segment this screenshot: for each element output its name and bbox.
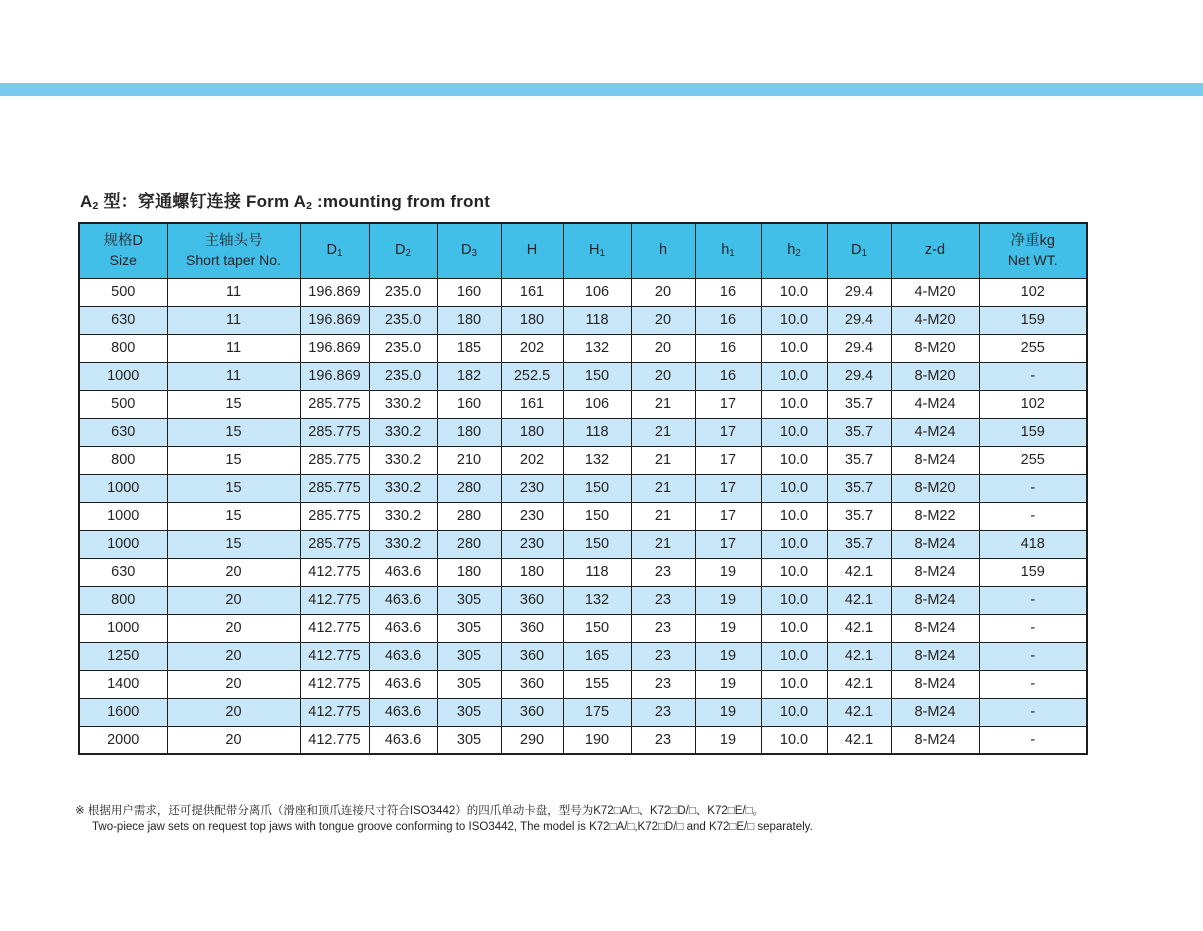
title-part2: 型：穿通螺钉连接 Form A (98, 192, 307, 211)
cell-r4-c3: 330.2 (369, 390, 437, 418)
cell-r12-c3: 463.6 (369, 614, 437, 642)
cell-r0-c10: 29.4 (827, 278, 891, 306)
table-row-15 (79, 698, 1087, 726)
cell-r11-c5: 360 (501, 586, 563, 614)
cell-r2-c5: 202 (501, 334, 563, 362)
cell-r6-c12: 255 (979, 446, 1087, 474)
cell-r2-c9: 10.0 (761, 334, 827, 362)
cell-r3-c11: 8-M20 (891, 362, 979, 390)
header-row (79, 223, 1087, 278)
cell-r5-c2: 285.775 (300, 418, 369, 446)
cell-r14-c9: 10.0 (761, 670, 827, 698)
cell-r1-c3: 235.0 (369, 306, 437, 334)
table-row-12 (79, 614, 1087, 642)
table-row-13 (79, 642, 1087, 670)
cell-r8-c8: 17 (695, 502, 761, 530)
cell-r10-c3: 463.6 (369, 558, 437, 586)
column-header-symbol: D (326, 241, 337, 258)
cell-r7-c11: 8-M20 (891, 474, 979, 502)
cell-r11-c3: 463.6 (369, 586, 437, 614)
cell-r12-c1: 20 (167, 614, 300, 642)
cell-r15-c3: 463.6 (369, 698, 437, 726)
cell-r3-c1: 11 (167, 362, 300, 390)
cell-r14-c0: 1400 (79, 670, 167, 698)
cell-r8-c9: 10.0 (761, 502, 827, 530)
cell-r2-c3: 235.0 (369, 334, 437, 362)
cell-r5-c10: 35.7 (827, 418, 891, 446)
column-header-4 (437, 223, 501, 278)
column-header-symbol: D (851, 241, 862, 258)
cell-r8-c1: 15 (167, 502, 300, 530)
cell-r5-c7: 21 (631, 418, 695, 446)
cell-r16-c2: 412.775 (300, 726, 369, 754)
title-sub2: 2 (306, 199, 313, 212)
cell-r11-c2: 412.775 (300, 586, 369, 614)
cell-r6-c10: 35.7 (827, 446, 891, 474)
column-header-10 (827, 223, 891, 278)
cell-r1-c1: 11 (167, 306, 300, 334)
column-header-symbol: H (526, 241, 538, 258)
cell-r3-c0: 1000 (79, 362, 167, 390)
cell-r14-c4: 305 (437, 670, 501, 698)
column-header-8 (695, 223, 761, 278)
cell-r10-c10: 42.1 (827, 558, 891, 586)
cell-r1-c9: 10.0 (761, 306, 827, 334)
cell-r16-c5: 290 (501, 726, 563, 754)
column-header-zh: 主轴头号 (204, 232, 263, 249)
table-row-4 (79, 390, 1087, 418)
cell-r6-c4: 210 (437, 446, 501, 474)
column-header-5 (501, 223, 563, 278)
cell-r2-c1: 11 (167, 334, 300, 362)
cell-r5-c11: 4-M24 (891, 418, 979, 446)
cell-r16-c1: 20 (167, 726, 300, 754)
cell-r9-c1: 15 (167, 530, 300, 558)
cell-r13-c0: 1250 (79, 642, 167, 670)
cell-r4-c7: 21 (631, 390, 695, 418)
cell-r6-c11: 8-M24 (891, 446, 979, 474)
cell-r14-c2: 412.775 (300, 670, 369, 698)
cell-r13-c7: 23 (631, 642, 695, 670)
cell-r13-c12: - (979, 642, 1087, 670)
cell-r4-c6: 106 (563, 390, 631, 418)
cell-r2-c2: 196.869 (300, 334, 369, 362)
cell-r4-c12: 102 (979, 390, 1087, 418)
cell-r1-c2: 196.869 (300, 306, 369, 334)
cell-r14-c3: 463.6 (369, 670, 437, 698)
cell-r14-c11: 8-M24 (891, 670, 979, 698)
cell-r0-c6: 106 (563, 278, 631, 306)
column-header-zh: 规格D (103, 232, 143, 249)
cell-r13-c1: 20 (167, 642, 300, 670)
cell-r9-c12: 418 (979, 530, 1087, 558)
column-header-subscript: 1 (861, 247, 867, 259)
cell-r16-c6: 190 (563, 726, 631, 754)
cell-r0-c3: 235.0 (369, 278, 437, 306)
cell-r14-c6: 155 (563, 670, 631, 698)
column-header-subscript: 1 (729, 247, 735, 259)
cell-r1-c4: 180 (437, 306, 501, 334)
column-header-subscript: 1 (337, 247, 343, 259)
page-title (80, 187, 490, 212)
cell-r7-c1: 15 (167, 474, 300, 502)
cell-r0-c4: 160 (437, 278, 501, 306)
column-header-symbol: h (787, 241, 796, 258)
table-header (79, 223, 1087, 278)
cell-r1-c8: 16 (695, 306, 761, 334)
cell-r16-c9: 10.0 (761, 726, 827, 754)
cell-r10-c7: 23 (631, 558, 695, 586)
column-header-en: Size (109, 252, 137, 269)
cell-r2-c6: 132 (563, 334, 631, 362)
cell-r1-c5: 180 (501, 306, 563, 334)
cell-r6-c9: 10.0 (761, 446, 827, 474)
cell-r9-c8: 17 (695, 530, 761, 558)
cell-r10-c4: 180 (437, 558, 501, 586)
cell-r0-c11: 4-M20 (891, 278, 979, 306)
cell-r12-c5: 360 (501, 614, 563, 642)
cell-r11-c1: 20 (167, 586, 300, 614)
cell-r0-c9: 10.0 (761, 278, 827, 306)
cell-r6-c1: 15 (167, 446, 300, 474)
column-header-symbol: H (589, 241, 600, 258)
cell-r8-c4: 280 (437, 502, 501, 530)
cell-r0-c5: 161 (501, 278, 563, 306)
cell-r1-c7: 20 (631, 306, 695, 334)
cell-r1-c11: 4-M20 (891, 306, 979, 334)
cell-r12-c11: 8-M24 (891, 614, 979, 642)
cell-r0-c2: 196.869 (300, 278, 369, 306)
cell-r8-c2: 285.775 (300, 502, 369, 530)
cell-r8-c12: - (979, 502, 1087, 530)
table-row-8 (79, 502, 1087, 530)
cell-r15-c5: 360 (501, 698, 563, 726)
cell-r8-c11: 8-M22 (891, 502, 979, 530)
table-row-14 (79, 670, 1087, 698)
cell-r14-c5: 360 (501, 670, 563, 698)
table-row-0 (79, 278, 1087, 306)
cell-r10-c6: 118 (563, 558, 631, 586)
cell-r4-c9: 10.0 (761, 390, 827, 418)
cell-r12-c4: 305 (437, 614, 501, 642)
cell-r16-c3: 463.6 (369, 726, 437, 754)
cell-r11-c7: 23 (631, 586, 695, 614)
cell-r13-c10: 42.1 (827, 642, 891, 670)
cell-r11-c11: 8-M24 (891, 586, 979, 614)
cell-r4-c8: 17 (695, 390, 761, 418)
cell-r5-c3: 330.2 (369, 418, 437, 446)
cell-r15-c6: 175 (563, 698, 631, 726)
cell-r16-c12: - (979, 726, 1087, 754)
cell-r3-c6: 150 (563, 362, 631, 390)
cell-r7-c12: - (979, 474, 1087, 502)
column-header-en: Net WT. (1007, 252, 1058, 269)
footnote-zh (75, 803, 975, 819)
cell-r11-c4: 305 (437, 586, 501, 614)
cell-r3-c12: - (979, 362, 1087, 390)
column-header-1 (167, 223, 300, 278)
cell-r5-c12: 159 (979, 418, 1087, 446)
spec-table-wrap (78, 222, 1088, 755)
cell-r5-c1: 15 (167, 418, 300, 446)
cell-r3-c3: 235.0 (369, 362, 437, 390)
cell-r10-c2: 412.775 (300, 558, 369, 586)
cell-r14-c8: 19 (695, 670, 761, 698)
cell-r8-c3: 330.2 (369, 502, 437, 530)
cell-r13-c11: 8-M24 (891, 642, 979, 670)
cell-r15-c9: 10.0 (761, 698, 827, 726)
column-header-9 (761, 223, 827, 278)
cell-r15-c2: 412.775 (300, 698, 369, 726)
cell-r2-c10: 29.4 (827, 334, 891, 362)
cell-r15-c7: 23 (631, 698, 695, 726)
cell-r14-c7: 23 (631, 670, 695, 698)
cell-r9-c6: 150 (563, 530, 631, 558)
cell-r7-c10: 35.7 (827, 474, 891, 502)
cell-r1-c0: 630 (79, 306, 167, 334)
cell-r12-c6: 150 (563, 614, 631, 642)
column-header-7 (631, 223, 695, 278)
column-header-11 (891, 223, 979, 278)
cell-r9-c3: 330.2 (369, 530, 437, 558)
column-header-zh: 净重kg (1010, 232, 1055, 249)
cell-r10-c11: 8-M24 (891, 558, 979, 586)
cell-r4-c0: 500 (79, 390, 167, 418)
cell-r1-c6: 118 (563, 306, 631, 334)
cell-r9-c7: 21 (631, 530, 695, 558)
column-header-en: Short taper No. (186, 252, 281, 269)
title-part1: A (80, 192, 93, 211)
cell-r11-c8: 19 (695, 586, 761, 614)
cell-r0-c12: 102 (979, 278, 1087, 306)
cell-r3-c4: 182 (437, 362, 501, 390)
cell-r0-c8: 16 (695, 278, 761, 306)
cell-r12-c8: 19 (695, 614, 761, 642)
cell-r4-c2: 285.775 (300, 390, 369, 418)
cell-r10-c1: 20 (167, 558, 300, 586)
column-header-symbol: z-d (924, 241, 946, 258)
cell-r2-c7: 20 (631, 334, 695, 362)
cell-r13-c4: 305 (437, 642, 501, 670)
cell-r5-c4: 180 (437, 418, 501, 446)
column-header-subscript: 2 (795, 247, 801, 259)
cell-r2-c11: 8-M20 (891, 334, 979, 362)
cell-r11-c9: 10.0 (761, 586, 827, 614)
cell-r5-c8: 17 (695, 418, 761, 446)
cell-r3-c9: 10.0 (761, 362, 827, 390)
cell-r5-c6: 118 (563, 418, 631, 446)
cell-r5-c9: 10.0 (761, 418, 827, 446)
cell-r0-c7: 20 (631, 278, 695, 306)
cell-r16-c11: 8-M24 (891, 726, 979, 754)
cell-r12-c7: 23 (631, 614, 695, 642)
column-header-subscript: 1 (599, 247, 605, 259)
cell-r15-c1: 20 (167, 698, 300, 726)
cell-r5-c5: 180 (501, 418, 563, 446)
cell-r2-c4: 185 (437, 334, 501, 362)
table-row-11 (79, 586, 1087, 614)
top-accent-stripe (0, 83, 1203, 96)
cell-r15-c10: 42.1 (827, 698, 891, 726)
cell-r16-c4: 305 (437, 726, 501, 754)
column-header-subscript: 3 (471, 247, 477, 259)
footnote-marker: ※ (75, 805, 85, 817)
table-row-6 (79, 446, 1087, 474)
title-sub1: 2 (92, 199, 99, 212)
cell-r3-c8: 16 (695, 362, 761, 390)
cell-r9-c5: 230 (501, 530, 563, 558)
cell-r7-c9: 10.0 (761, 474, 827, 502)
cell-r12-c12: - (979, 614, 1087, 642)
table-row-7 (79, 474, 1087, 502)
cell-r7-c8: 17 (695, 474, 761, 502)
cell-r12-c10: 42.1 (827, 614, 891, 642)
table-row-5 (79, 418, 1087, 446)
cell-r15-c11: 8-M24 (891, 698, 979, 726)
cell-r4-c5: 161 (501, 390, 563, 418)
cell-r15-c4: 305 (437, 698, 501, 726)
cell-r15-c0: 1600 (79, 698, 167, 726)
footnote-en: Two-piece jaw sets on request top jaws with tongue groove conforming to ISO3442, The model is K72□A/□,K72□D/□ and K72□E/□ separately. (92, 821, 813, 834)
cell-r7-c7: 21 (631, 474, 695, 502)
cell-r14-c10: 42.1 (827, 670, 891, 698)
cell-r13-c6: 165 (563, 642, 631, 670)
cell-r11-c10: 42.1 (827, 586, 891, 614)
cell-r7-c2: 285.775 (300, 474, 369, 502)
cell-r8-c6: 150 (563, 502, 631, 530)
cell-r14-c12: - (979, 670, 1087, 698)
cell-r0-c0: 500 (79, 278, 167, 306)
cell-r9-c4: 280 (437, 530, 501, 558)
cell-r10-c8: 19 (695, 558, 761, 586)
cell-r2-c12: 255 (979, 334, 1087, 362)
column-header-symbol: D (395, 241, 406, 258)
cell-r16-c7: 23 (631, 726, 695, 754)
title-part3: :mounting from front (312, 192, 491, 211)
cell-r7-c3: 330.2 (369, 474, 437, 502)
column-header-6 (563, 223, 631, 278)
cell-r8-c10: 35.7 (827, 502, 891, 530)
cell-r6-c8: 17 (695, 446, 761, 474)
cell-r10-c5: 180 (501, 558, 563, 586)
cell-r6-c2: 285.775 (300, 446, 369, 474)
cell-r9-c0: 1000 (79, 530, 167, 558)
cell-r8-c0: 1000 (79, 502, 167, 530)
cell-r11-c0: 800 (79, 586, 167, 614)
cell-r13-c8: 19 (695, 642, 761, 670)
table-row-9 (79, 530, 1087, 558)
cell-r12-c9: 10.0 (761, 614, 827, 642)
column-header-12 (979, 223, 1087, 278)
cell-r7-c5: 230 (501, 474, 563, 502)
cell-r9-c9: 10.0 (761, 530, 827, 558)
cell-r6-c3: 330.2 (369, 446, 437, 474)
cell-r6-c7: 21 (631, 446, 695, 474)
cell-r3-c2: 196.869 (300, 362, 369, 390)
cell-r16-c8: 19 (695, 726, 761, 754)
spec-table (78, 222, 1088, 755)
cell-r16-c10: 42.1 (827, 726, 891, 754)
cell-r4-c11: 4-M24 (891, 390, 979, 418)
column-header-0 (79, 223, 167, 278)
cell-r4-c1: 15 (167, 390, 300, 418)
cell-r7-c4: 280 (437, 474, 501, 502)
footnotes (75, 803, 975, 835)
cell-r10-c0: 630 (79, 558, 167, 586)
cell-r2-c8: 16 (695, 334, 761, 362)
cell-r6-c6: 132 (563, 446, 631, 474)
table-row-1 (79, 306, 1087, 334)
cell-r15-c8: 19 (695, 698, 761, 726)
cell-r4-c4: 160 (437, 390, 501, 418)
cell-r5-c0: 630 (79, 418, 167, 446)
cell-r15-c12: - (979, 698, 1087, 726)
cell-r12-c0: 1000 (79, 614, 167, 642)
column-header-3 (369, 223, 437, 278)
cell-r7-c0: 1000 (79, 474, 167, 502)
cell-r10-c12: 159 (979, 558, 1087, 586)
cell-r2-c0: 800 (79, 334, 167, 362)
cell-r1-c10: 29.4 (827, 306, 891, 334)
column-header-symbol: h (721, 241, 730, 258)
cell-r4-c10: 35.7 (827, 390, 891, 418)
cell-r3-c10: 29.4 (827, 362, 891, 390)
cell-r3-c7: 20 (631, 362, 695, 390)
table-row-2 (79, 334, 1087, 362)
cell-r11-c12: - (979, 586, 1087, 614)
table-row-16 (79, 726, 1087, 754)
cell-r7-c6: 150 (563, 474, 631, 502)
cell-r16-c0: 2000 (79, 726, 167, 754)
column-header-subscript: 2 (405, 247, 411, 259)
cell-r9-c10: 35.7 (827, 530, 891, 558)
cell-r13-c2: 412.775 (300, 642, 369, 670)
cell-r8-c7: 21 (631, 502, 695, 530)
cell-r13-c9: 10.0 (761, 642, 827, 670)
cell-r0-c1: 11 (167, 278, 300, 306)
cell-r9-c2: 285.775 (300, 530, 369, 558)
cell-r14-c1: 20 (167, 670, 300, 698)
table-body (79, 278, 1087, 754)
table-row-10 (79, 558, 1087, 586)
cell-r13-c5: 360 (501, 642, 563, 670)
column-header-2 (300, 223, 369, 278)
column-header-symbol: h (658, 241, 668, 258)
column-header-symbol: D (461, 241, 472, 258)
cell-r8-c5: 230 (501, 502, 563, 530)
cell-r11-c6: 132 (563, 586, 631, 614)
cell-r12-c2: 412.775 (300, 614, 369, 642)
cell-r6-c0: 800 (79, 446, 167, 474)
cell-r3-c5: 252.5 (501, 362, 563, 390)
cell-r13-c3: 463.6 (369, 642, 437, 670)
cell-r9-c11: 8-M24 (891, 530, 979, 558)
footnote-zh-text: 根据用户需求，还可提供配带分离爪（滑座和顶爪连接尺寸符合ISO3442）的四爪单动卡盘，型号为K72□A/□、K72□D/□、K72□E/□。 (87, 805, 765, 817)
cell-r6-c5: 202 (501, 446, 563, 474)
cell-r1-c12: 159 (979, 306, 1087, 334)
cell-r10-c9: 10.0 (761, 558, 827, 586)
table-row-3 (79, 362, 1087, 390)
